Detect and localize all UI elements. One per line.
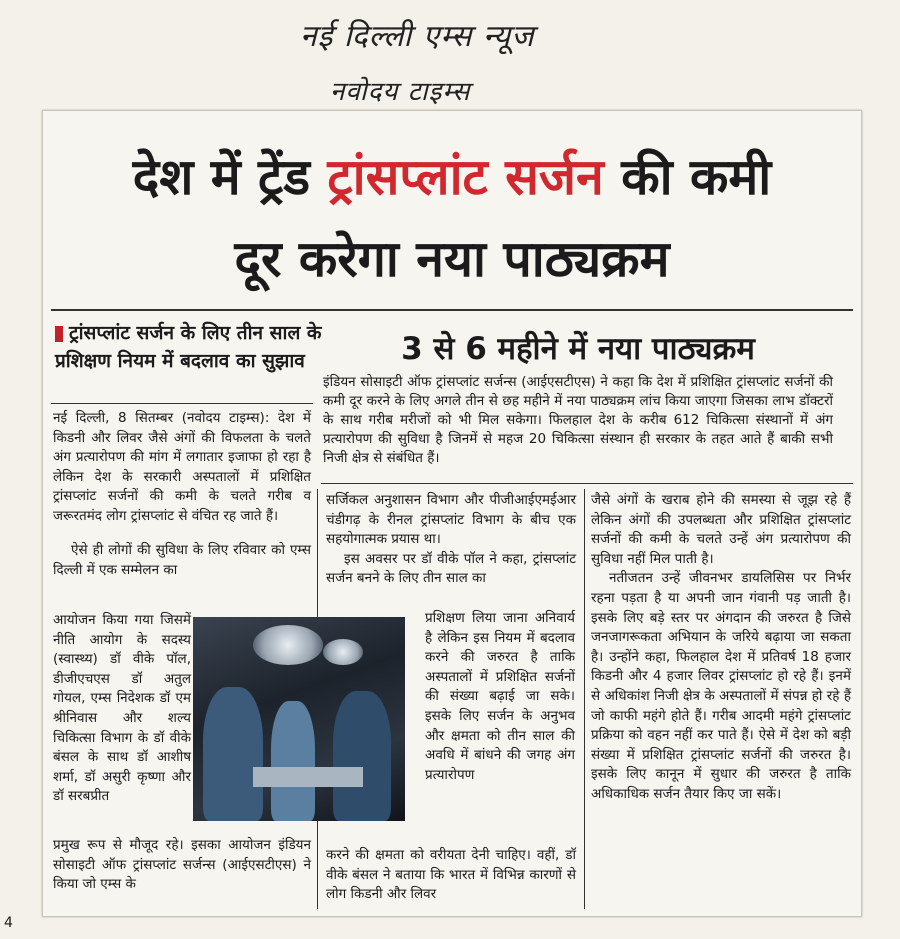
article-paragraph: जैसे अंगों के खराब होने की समस्या से जूझ रहे हैं लेकिन अंगों की उपलब्धता और प्रशिक्षित ट्रांसप्लांट सर्जनों की कमी के चलते उन्हें अंग प्रत्यारोपण की सुविधा नहीं मिल पाती है। <box>591 492 851 567</box>
article-paragraph: इस अवसर पर डॉ वीके पॉल ने कहा, ट्रांसप्लांट सर्जन बनने के लिए तीन साल का <box>326 550 576 587</box>
article-paragraph: प्रमुख रूप से मौजूद रहे। इसका आयोजन इंडियन सोसाइटी ऑफ ट्रांसप्लांट सर्जन्स (आईएसटीएस) ने किया जो एम्स के <box>53 837 311 893</box>
column-1-para-4 <box>53 836 311 895</box>
page-number: 4 <box>4 915 13 931</box>
article-paragraph: ऐसे ही लोगों की सुविधा के लिए रविवार को एम्स दिल्ली में एक सम्मेलन का <box>53 542 311 578</box>
newspaper-clipping <box>42 110 862 917</box>
divider-lead <box>51 403 313 404</box>
column-1-para-1 <box>53 409 311 527</box>
article-paragraph: नई दिल्ली, 8 सितम्बर (नवोदय टाइम्स): देश में किडनी और लिवर जैसे अंगों की विफलता के चलते अंग प्रत्यारोपण की मांग में लगातार इजाफा हो रहा है लेकिन देश के सरकारी अस्पतालों में प्रशिक्षित ट्रांसप्लांट सर्जनों की कमी के चलते गरीब व जरूरतमंद लोग ट्रांसप्लांट से वंचित रह जाते हैं। <box>53 410 311 524</box>
headline-line-1 <box>43 141 861 209</box>
operating-table <box>253 767 363 787</box>
headline-pre: देश में ट्रेंड <box>132 148 328 206</box>
column-2-para-4 <box>326 846 576 905</box>
surgical-lamp <box>253 625 323 665</box>
column-3 <box>591 491 851 805</box>
divider-intro <box>321 483 853 484</box>
handwritten-source-note: नई दिल्ली एम्स न्यूज <box>300 19 535 54</box>
surgeon-figure <box>333 691 391 821</box>
subheadline: 3 से 6 महीने में नया पाठ्यक्रम <box>401 331 755 367</box>
handwritten-paper-name: नवोदय टाइम्स <box>330 77 471 107</box>
headline-line-2: दूर करेगा नया पाठ्यक्रम <box>234 230 670 288</box>
column-rule-2 <box>584 489 585 909</box>
headline-red-text: ट्रांसप्लांट सर्जन <box>327 148 604 206</box>
surgeon-figure <box>271 701 315 821</box>
bullet-marker <box>55 326 63 342</box>
article-paragraph: सर्जिकल अनुशासन विभाग और पीजीआईएमईआर चंडीगढ़ के रीनल ट्रांसप्लांट विभाग के बीच एक सहयोगात्मक प्रयास था। <box>326 492 576 548</box>
lead-text: ट्रांसप्लांट सर्जन के लिए तीन साल के प्रशिक्षण नियम में बदलाव का सुझाव <box>55 322 322 372</box>
column-2-para-3 <box>425 609 575 785</box>
article-paragraph: नतीजतन उन्हें जीवनभर डायलिसिस पर निर्भर रहना पड़ता है या अपनी जान गंवानी पड़ जाती है। इसके लिए बड़े स्तर पर अंगदान की जरुरत है जिसे जनजागरूकता अभियान के जरिये बढ़ाया जा सकता है। उन्होंने कहा, फिलहाल देश में प्रतिवर्ष 18 हजार किडनी और 4 हजार लिवर ट्रांसप्लांट हो रहे हैं। इनमें से अधिकांश निजी क्षेत्र के अस्पतालों में संपन्न हो रहे हैं जो काफी महंगे होते हैं। गरीब आदमी महंगे ट्रांसप्लांट प्रक्रिया को वहन नहीं कर पाते हैं। ऐसे में देश को बड़ी संख्या में प्रशिक्षित ट्रांसप्लांट सर्जनों की जरुरत है। इसके लिए कानून में सुधार की जरुरत है ताकि अधिकाधिक सर्जन तैयार किए जा सकें। <box>591 570 851 802</box>
column-2-para-1 <box>326 491 576 589</box>
article-paragraph: प्रशिक्षण लिया जाना अनिवार्य है लेकिन इस नियम में बदलाव करने की जरुरत है ताकि अस्पतालों में प्रशिक्षित सर्जनों की संख्या बढ़ाई जा सके। इसके लिए सर्जन के अनुभव और क्षमता को तीन साल की अवधि में बांधने की जगह अंग प्रत्यारोपण <box>425 610 575 783</box>
surgical-lamp <box>323 639 363 665</box>
headline-post: की कमी <box>603 148 772 206</box>
intro-paragraph: इंडियन सोसाइटी ऑफ ट्रांसप्लांट सर्जन्स (आईएसटीएस) ने कहा कि देश में प्रशिक्षित ट्रांसप्लांट सर्जनों की कमी दूर करने के लिए अगले तीन से छह महीने में नया पाठ्यक्रम लांच किया जाएगा जिसका लाभ डॉक्टरों के साथ गरीब मरीजों को भी मिल सकेगा। फिलहाल देश के करीब 612 चिकित्सा संस्थानों में अंग प्रत्यारोपण की सुविधा है जिनमें से महज 20 चिकित्सा संस्थान ही सरकार के तहत आते हैं बाकी सभी निजी क्षेत्र से संबंधित हैं। <box>323 374 833 466</box>
article-paragraph: आयोजन किया गया जिसमें नीति आयोग के सदस्य (स्वास्थ्य) डॉ वीके पॉल, डीजीएचएस डॉ अतुल गोयल, एम्स निदेशक डॉ एम श्रीनिवास और शल्य चिकित्सा विभाग के डॉ वीके बंसल के साथ डॉ आशीष शर्मा, डॉ असुरी कृष्णा और डॉ सरबप्रीत <box>53 612 191 805</box>
column-1-para-3 <box>53 611 191 807</box>
surgery-photo <box>193 617 405 821</box>
lead-callout <box>55 319 340 375</box>
divider-top <box>51 309 853 311</box>
article-paragraph: करने की क्षमता को वरीयता देनी चाहिए। वहीं, डॉ वीके बंसल ने बताया कि भारत में विभिन्न कारणों से लोग किडनी और लिवर <box>326 847 576 903</box>
column-1-para-2 <box>53 541 311 580</box>
surgeon-figure <box>203 687 263 821</box>
